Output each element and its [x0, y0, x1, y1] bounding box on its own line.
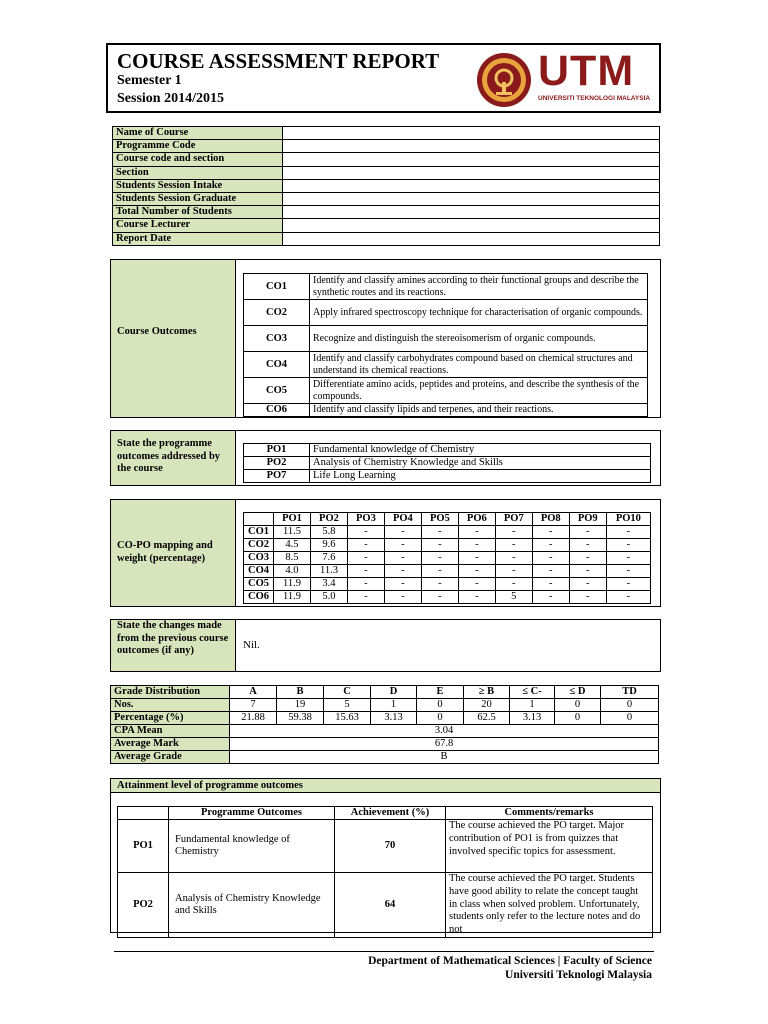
grade-nos-cell: 0 — [601, 699, 659, 712]
programme-outcome-row — [244, 457, 651, 470]
info-value — [283, 140, 660, 153]
copo-header-cell: PO3 — [347, 513, 384, 526]
copo-value-cell: - — [384, 591, 421, 604]
attainment-table — [117, 806, 653, 938]
programme-outcome-code: PO1 — [244, 444, 310, 457]
grade-pct-row — [111, 712, 659, 725]
info-label: Section — [113, 166, 283, 179]
course-outcome-code: CO4 — [244, 352, 310, 378]
grade-pct-cell: 59.38 — [277, 712, 324, 725]
copo-value-cell: - — [458, 578, 495, 591]
grade-nos-cell: 0 — [555, 699, 601, 712]
info-value — [283, 179, 660, 192]
attainment-title: Attainment level of programme outcomes — [111, 779, 660, 793]
attainment-row — [118, 873, 653, 938]
grade-header-cell: TD — [601, 686, 659, 699]
copo-value-cell: 11.9 — [274, 591, 311, 604]
copo-value-cell: - — [569, 526, 606, 539]
copo-co-cell: CO1 — [244, 526, 274, 539]
grade-nos-cell: 1 — [371, 699, 417, 712]
copo-co-cell: CO6 — [244, 591, 274, 604]
course-outcome-row — [244, 274, 648, 300]
programme-outcomes-table — [243, 443, 651, 483]
copo-value-cell: 4.0 — [274, 565, 311, 578]
grade-pct-label: Percentage (%) — [111, 712, 230, 725]
attainment-header-row — [118, 807, 653, 820]
info-label: Students Session Graduate — [113, 192, 283, 205]
copo-co-cell: CO3 — [244, 552, 274, 565]
grade-header-row — [111, 686, 659, 699]
programme-outcome-row — [244, 444, 651, 457]
copo-co-cell: CO5 — [244, 578, 274, 591]
copo-row — [244, 578, 651, 591]
semester-label: Semester 1 — [117, 73, 182, 88]
copo-value-cell: - — [384, 578, 421, 591]
copo-header-row — [244, 513, 651, 526]
attainment-header-cell: Achievement (%) — [335, 807, 446, 820]
copo-value-cell: - — [495, 539, 532, 552]
copo-header-cell: PO7 — [495, 513, 532, 526]
copo-value-cell: - — [606, 578, 650, 591]
copo-section — [110, 499, 661, 607]
copo-value-cell: 9.6 — [310, 539, 347, 552]
grade-header-cell: A — [230, 686, 277, 699]
attainment-po-name: Analysis of Chemistry Knowledge and Skills — [169, 873, 335, 938]
footer-department: Department of Mathematical Sciences | Faculty of Science — [368, 955, 652, 967]
copo-header-cell: PO9 — [569, 513, 606, 526]
copo-value-cell: 5.0 — [310, 591, 347, 604]
copo-value-cell: - — [458, 591, 495, 604]
info-row — [113, 206, 660, 219]
copo-value-cell: - — [421, 591, 458, 604]
course-outcome-code: CO6 — [244, 404, 310, 417]
course-outcome-text: Identify and classify amines according to their functional groups and describe the synthetic routes and its reactions. — [310, 274, 648, 300]
course-outcome-row — [244, 300, 648, 326]
copo-header-cell: PO5 — [421, 513, 458, 526]
programme-outcomes-label-cell — [111, 431, 236, 485]
average-mark-value: 67.8 — [230, 738, 659, 751]
programme-outcome-code: PO2 — [244, 457, 310, 470]
copo-value-cell: 11.3 — [310, 565, 347, 578]
course-outcome-text: Identify and classify carbohydrates compound based on chemical structures and understand its chemical reactions. — [310, 352, 648, 378]
copo-value-cell: - — [458, 526, 495, 539]
copo-row — [244, 565, 651, 578]
info-label: Total Number of Students — [113, 206, 283, 219]
grade-distribution-label: Grade Distribution — [111, 686, 230, 699]
copo-value-cell: - — [606, 552, 650, 565]
attainment-achievement: 64 — [335, 873, 446, 938]
course-outcome-row — [244, 378, 648, 404]
average-mark-row — [111, 738, 659, 751]
copo-co-cell: CO2 — [244, 539, 274, 552]
changes-label: State the changes made from the previous course outcomes (if any) — [117, 620, 229, 656]
course-outcome-code: CO3 — [244, 326, 310, 352]
copo-value-cell: 8.5 — [274, 552, 311, 565]
copo-value-cell: 7.6 — [310, 552, 347, 565]
grade-header-cell: C — [324, 686, 371, 699]
grade-nos-label: Nos. — [111, 699, 230, 712]
grade-header-cell: ≤ D — [555, 686, 601, 699]
attainment-po-code: PO2 — [118, 873, 169, 938]
programme-outcomes-section — [110, 430, 661, 486]
info-label: Course code and section — [113, 153, 283, 166]
copo-value-cell: - — [606, 539, 650, 552]
course-outcome-text: Identify and classify lipids and terpenes, and their reactions. — [310, 404, 648, 417]
attainment-header-cell: Comments/remarks — [446, 807, 653, 820]
info-value — [283, 153, 660, 166]
utm-logo-subtext: UNIVERSITI TEKNOLOGI MALAYSIA — [538, 95, 651, 102]
copo-value-cell: - — [495, 526, 532, 539]
session-label: Session 2014/2015 — [117, 91, 224, 106]
copo-row — [244, 539, 651, 552]
info-label: Students Session Intake — [113, 179, 283, 192]
copo-value-cell: - — [495, 578, 532, 591]
course-outcome-row — [244, 326, 648, 352]
info-row — [113, 219, 660, 232]
info-value — [283, 166, 660, 179]
copo-value-cell: 4.5 — [274, 539, 311, 552]
attainment-po-name: Fundamental knowledge of Chemistry — [169, 820, 335, 873]
average-grade-value: B — [230, 751, 659, 764]
grade-nos-cell: 7 — [230, 699, 277, 712]
attainment-po-code: PO1 — [118, 820, 169, 873]
copo-value-cell: - — [532, 578, 569, 591]
copo-value-cell: - — [384, 565, 421, 578]
course-outcome-text: Apply infrared spectroscopy technique for characterisation of organic compounds. — [310, 300, 648, 326]
grade-nos-cell: 0 — [417, 699, 464, 712]
copo-header-cell: PO6 — [458, 513, 495, 526]
copo-co-cell: CO4 — [244, 565, 274, 578]
grade-pct-cell: 3.13 — [371, 712, 417, 725]
changes-label-cell — [111, 620, 236, 671]
grade-header-cell: D — [371, 686, 417, 699]
grade-pct-cell: 15.63 — [324, 712, 371, 725]
average-grade-label: Average Grade — [111, 751, 230, 764]
copo-value-cell: - — [532, 565, 569, 578]
copo-value-cell: - — [532, 591, 569, 604]
copo-value-cell: 5 — [495, 591, 532, 604]
copo-value-cell: - — [458, 565, 495, 578]
copo-value-cell: - — [606, 591, 650, 604]
copo-value-cell: 11.5 — [274, 526, 311, 539]
grade-pct-cell: 0 — [601, 712, 659, 725]
copo-value-cell: - — [421, 565, 458, 578]
info-row — [113, 153, 660, 166]
copo-header-cell: PO10 — [606, 513, 650, 526]
course-outcome-code: CO2 — [244, 300, 310, 326]
report-title: COURSE ASSESSMENT REPORT — [117, 49, 440, 73]
course-outcomes-label-cell — [111, 260, 236, 417]
copo-value-cell: - — [384, 526, 421, 539]
grade-pct-cell: 3.13 — [510, 712, 555, 725]
utm-logo-text: UTM — [538, 47, 635, 95]
copo-value-cell: - — [606, 526, 650, 539]
grade-pct-cell: 21.88 — [230, 712, 277, 725]
copo-label-cell — [111, 500, 236, 606]
cpa-mean-value: 3.04 — [230, 725, 659, 738]
course-info-table — [112, 126, 660, 246]
grade-nos-cell: 20 — [464, 699, 510, 712]
info-label: Name of Course — [113, 127, 283, 140]
course-outcome-row — [244, 352, 648, 378]
grade-pct-cell: 0 — [417, 712, 464, 725]
programme-outcome-code: PO7 — [244, 470, 310, 483]
grade-nos-cell: 19 — [277, 699, 324, 712]
copo-value-cell: - — [569, 552, 606, 565]
copo-value-cell: - — [458, 552, 495, 565]
programme-outcome-text: Life Long Learning — [310, 470, 651, 483]
changes-section — [110, 619, 661, 672]
attainment-header-cell — [118, 807, 169, 820]
info-label: Course Lecturer — [113, 219, 283, 232]
attainment-row — [118, 820, 653, 873]
grade-nos-row — [111, 699, 659, 712]
copo-row — [244, 526, 651, 539]
grade-nos-cell: 5 — [324, 699, 371, 712]
footer-divider — [114, 951, 654, 952]
info-row — [113, 166, 660, 179]
copo-label: CO-PO mapping and weight (percentage) — [117, 540, 213, 564]
grade-pct-cell: 0 — [555, 712, 601, 725]
attainment-section — [110, 778, 661, 936]
copo-value-cell: - — [532, 552, 569, 565]
course-outcome-text: Recognize and distinguish the stereoisomerism of organic compounds. — [310, 326, 648, 352]
info-value — [283, 127, 660, 140]
copo-value-cell: - — [606, 565, 650, 578]
copo-value-cell: - — [384, 539, 421, 552]
programme-outcome-row — [244, 470, 651, 483]
info-row — [113, 232, 660, 245]
average-mark-label: Average Mark — [111, 738, 230, 751]
cpa-mean-label: CPA Mean — [111, 725, 230, 738]
copo-value-cell: - — [347, 539, 384, 552]
info-label: Report Date — [113, 232, 283, 245]
info-row — [113, 192, 660, 205]
copo-value-cell: - — [532, 526, 569, 539]
programme-outcomes-label: State the programme outcomes addressed by the course — [117, 438, 221, 474]
course-outcomes-label: Course Outcomes — [117, 326, 197, 337]
copo-value-cell: - — [421, 578, 458, 591]
info-row — [113, 140, 660, 153]
copo-value-cell: 5.8 — [310, 526, 347, 539]
copo-value-cell: 11.9 — [274, 578, 311, 591]
info-row — [113, 127, 660, 140]
grade-header-cell: ≤ C- — [510, 686, 555, 699]
changes-value: Nil. — [243, 639, 260, 651]
copo-header-cell: PO8 — [532, 513, 569, 526]
grade-pct-cell: 62.5 — [464, 712, 510, 725]
utm-crest-icon — [476, 52, 532, 108]
grade-header-cell: ≥ B — [464, 686, 510, 699]
copo-value-cell: 3.4 — [310, 578, 347, 591]
copo-value-cell: - — [532, 539, 569, 552]
course-outcome-code: CO5 — [244, 378, 310, 404]
copo-value-cell: - — [458, 539, 495, 552]
grade-distribution-table — [110, 685, 659, 764]
copo-row — [244, 591, 651, 604]
copo-table — [243, 512, 651, 604]
copo-header-cell: PO2 — [310, 513, 347, 526]
copo-value-cell: - — [347, 526, 384, 539]
report-header — [106, 43, 661, 113]
info-row — [113, 179, 660, 192]
course-outcomes-section — [110, 259, 661, 418]
copo-value-cell: - — [569, 578, 606, 591]
attainment-comment: The course achieved the PO target. Major contribution of PO1 is from quizzes that involved specific topics for assessment. — [446, 820, 653, 873]
copo-header-cell: PO4 — [384, 513, 421, 526]
average-grade-row — [111, 751, 659, 764]
info-value — [283, 206, 660, 219]
attainment-comment: The course achieved the PO target. Students have good ability to relate the concept taught in class when solved problem. Unfortunately, students only refer to the lecture notes and do not — [446, 873, 653, 938]
course-outcome-code: CO1 — [244, 274, 310, 300]
grade-header-cell: B — [277, 686, 324, 699]
copo-header-cell: PO1 — [274, 513, 311, 526]
info-value — [283, 192, 660, 205]
copo-value-cell: - — [569, 565, 606, 578]
copo-value-cell: - — [495, 565, 532, 578]
course-outcome-text: Differentiate amino acids, peptides and proteins, and describe the synthesis of the compounds. — [310, 378, 648, 404]
info-value — [283, 219, 660, 232]
course-outcomes-table — [243, 273, 648, 417]
copo-value-cell: - — [347, 552, 384, 565]
copo-value-cell: - — [347, 565, 384, 578]
attainment-header-cell: Programme Outcomes — [169, 807, 335, 820]
copo-value-cell: - — [347, 591, 384, 604]
copo-value-cell: - — [384, 552, 421, 565]
copo-value-cell: - — [569, 539, 606, 552]
course-outcome-row — [244, 404, 648, 417]
copo-value-cell: - — [347, 578, 384, 591]
programme-outcome-text: Analysis of Chemistry Knowledge and Skills — [310, 457, 651, 470]
copo-value-cell: - — [569, 591, 606, 604]
info-label: Programme Code — [113, 140, 283, 153]
cpa-mean-row — [111, 725, 659, 738]
copo-row — [244, 552, 651, 565]
programme-outcome-text: Fundamental knowledge of Chemistry — [310, 444, 651, 457]
footer-university: Universiti Teknologi Malaysia — [505, 969, 652, 981]
attainment-achievement: 70 — [335, 820, 446, 873]
copo-value-cell: - — [421, 552, 458, 565]
grade-nos-cell: 1 — [510, 699, 555, 712]
copo-value-cell: - — [421, 526, 458, 539]
grade-header-cell: E — [417, 686, 464, 699]
copo-value-cell: - — [495, 552, 532, 565]
copo-corner-cell — [244, 513, 274, 526]
copo-value-cell: - — [421, 539, 458, 552]
info-value — [283, 232, 660, 245]
